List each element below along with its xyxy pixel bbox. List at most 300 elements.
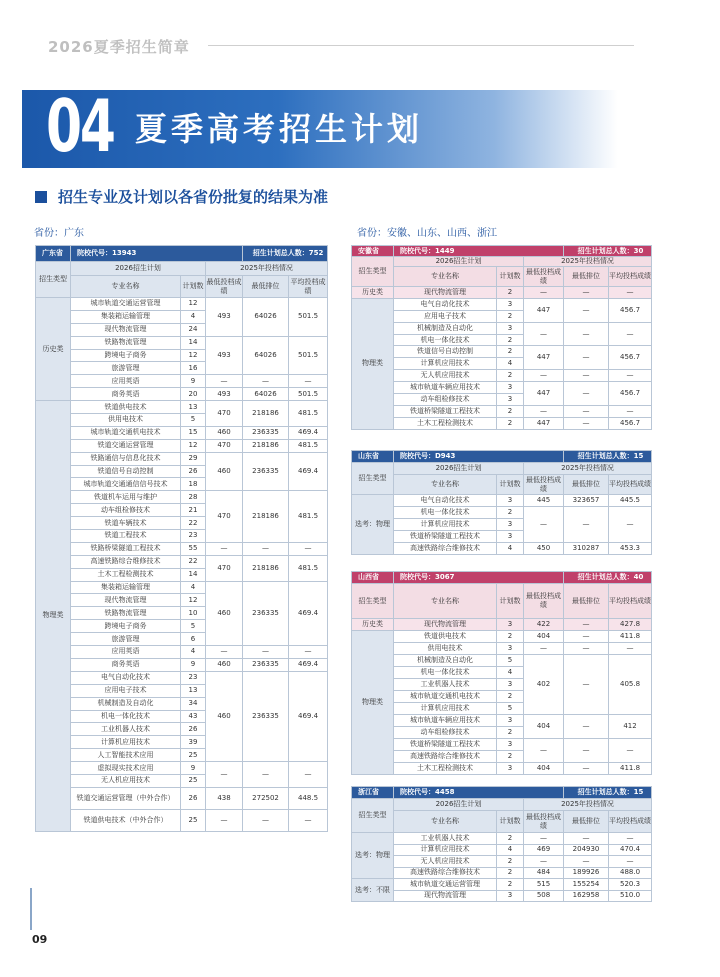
min-rank: —: [564, 382, 609, 406]
plan-count: 20: [181, 388, 206, 401]
min-rank: —: [564, 619, 609, 631]
avg-score: 453.3: [609, 543, 652, 555]
major-name: 城市轨道车辆应用技术: [394, 382, 497, 394]
table-row: [352, 833, 652, 845]
min-rank: 218186: [243, 491, 289, 543]
table-row: [352, 715, 652, 727]
plan-count: 3: [497, 643, 524, 655]
major-name: 应用电子技术: [71, 684, 181, 697]
min-rank: 218186: [243, 401, 289, 427]
major-name: 铁道机车运用与维护: [71, 491, 181, 504]
avg-score: 469.4: [289, 581, 328, 645]
min-score: 445: [524, 495, 564, 507]
plan-count: 55: [181, 542, 206, 555]
major-name: 高速铁路综合维修技术: [394, 543, 497, 555]
major-name: 应用电子技术: [394, 310, 497, 322]
plan-count: 2: [497, 334, 524, 346]
plan-count: 2: [497, 856, 524, 868]
major-name: 机电一体化技术: [394, 667, 497, 679]
table-row: [36, 658, 328, 671]
plan-count: 5: [181, 414, 206, 427]
min-rank: —: [564, 417, 609, 429]
plan-count: 2: [497, 631, 524, 643]
table-row: [352, 287, 652, 299]
min-score: 447: [524, 346, 564, 370]
table-row: [36, 762, 328, 775]
category-label: 历史类: [352, 619, 394, 631]
empty-value: —: [609, 643, 652, 655]
table-row: [352, 382, 652, 394]
plan-count: 10: [181, 607, 206, 620]
plan-count: 3: [497, 763, 524, 775]
plan-count: 18: [181, 478, 206, 491]
plan-count: 3: [497, 715, 524, 727]
category-label: 物理类: [352, 631, 394, 775]
major-name: 城市轨道车辆应用技术: [394, 715, 497, 727]
min-score: 460: [206, 452, 243, 491]
plan-count: 2: [497, 727, 524, 739]
min-rank: 236335: [243, 426, 289, 439]
min-rank: 218186: [243, 555, 289, 581]
major-name: 土木工程检测技术: [394, 417, 497, 429]
plan-count: 2: [497, 751, 524, 763]
table-row: [36, 298, 328, 311]
major-name: 跨境电子商务: [71, 349, 181, 362]
major-name: 铁道车辆技术: [71, 517, 181, 530]
plan-count: 9: [181, 375, 206, 388]
min-rank: 155254: [564, 879, 609, 891]
shanxi-table: 山西省 院校代号：3067 招生计划总人数：40 招生类型 专业名称 计划数 最低投档成绩 最低排位 平均投档成绩 历史类 现代物流管理 3 422 — 427.8 物理类 铁道供电技术 2 404 — 411.8 供用电技术 3 — — — 机械制造及自动化 5 402 — 405.8 机电一体化技术 4 工业机器人技术 3 城市轨道交通机电技术 2 计算机应用技术 5 城市轨道车辆应用技术 3 404 — 412 动车组检修技术 2 铁道桥梁隧道工程技术 3 — — — 高速铁路综合维修技术 2 土木工程检测技术 3 404 — 411.8: [351, 571, 652, 775]
major-name: 机械制造及自动化: [394, 322, 497, 334]
major-name: 无人机应用技术: [394, 370, 497, 382]
table-row: [352, 543, 652, 555]
note-text: 招生专业及计划以各省份批复的结果为准: [58, 188, 329, 206]
major-name: 铁路物流管理: [71, 607, 181, 620]
table-row: [36, 426, 328, 439]
plan-count: 5: [497, 703, 524, 715]
plan-count: 4: [497, 844, 524, 856]
plan-count: 2: [497, 310, 524, 322]
plan-count: 3: [497, 619, 524, 631]
plan-count: 3: [497, 739, 524, 751]
table-row: [36, 388, 328, 401]
min-score: 404: [524, 631, 564, 643]
empty-value: —: [564, 405, 609, 417]
major-name: 动车组检修技术: [394, 394, 497, 406]
category-label: 物理类: [352, 298, 394, 429]
major-name: 人工智能技术应用: [71, 749, 181, 762]
major-name: 供用电技术: [71, 414, 181, 427]
table-row: [352, 346, 652, 358]
plan-count: 24: [181, 323, 206, 336]
note-marker: [35, 191, 47, 203]
min-score: 493: [206, 298, 243, 337]
avg-score: 510.0: [609, 890, 652, 902]
min-score: 470: [206, 401, 243, 427]
major-name: 计算机应用技术: [394, 519, 497, 531]
table-row: [352, 507, 652, 519]
plan-count: 3: [497, 298, 524, 310]
major-name: 铁道供电技术（中外合作）: [71, 809, 181, 831]
min-rank: 204930: [564, 844, 609, 856]
avg-score: 448.5: [289, 787, 328, 809]
header-divider: [208, 45, 634, 46]
min-rank: 323657: [564, 495, 609, 507]
empty-value: —: [564, 507, 609, 543]
avg-score: —: [609, 833, 652, 845]
min-rank: 236335: [243, 452, 289, 491]
plan-count: 25: [181, 749, 206, 762]
plan-count: 25: [181, 774, 206, 787]
major-name: 铁道桥梁隧道工程技术: [394, 531, 497, 543]
footer-accent: [30, 888, 32, 930]
table-row: [352, 298, 652, 310]
major-name: 城市轨道交通运营管理: [71, 298, 181, 311]
table-row: [352, 844, 652, 856]
plan-count: 28: [181, 491, 206, 504]
major-name: 铁道桥梁隧道工程技术: [394, 405, 497, 417]
major-name: 铁路物流管理: [71, 336, 181, 349]
plan-count: 9: [181, 762, 206, 775]
major-name: 集装箱运输管理: [71, 310, 181, 323]
major-name: 机械制造及自动化: [394, 655, 497, 667]
plan-count: 22: [181, 555, 206, 568]
min-rank: —: [564, 833, 609, 845]
empty-value: —: [206, 809, 243, 831]
avg-score: 501.5: [289, 336, 328, 375]
major-name: 虚拟现实技术应用: [71, 762, 181, 775]
min-rank: 236335: [243, 658, 289, 671]
min-score: 460: [206, 658, 243, 671]
major-name: 城市轨道交通机电技术: [71, 426, 181, 439]
min-rank: —: [564, 715, 609, 739]
major-name: 电气自动化技术: [394, 495, 497, 507]
min-score: 402: [524, 655, 564, 715]
table-row: [352, 739, 652, 751]
plan-count: 25: [181, 809, 206, 831]
table-row: [36, 555, 328, 568]
table-row: [352, 417, 652, 429]
min-score: —: [524, 833, 564, 845]
major-name: 铁路通信与信息化技术: [71, 452, 181, 465]
empty-value: —: [609, 322, 652, 346]
table-row: [352, 322, 652, 334]
avg-score: 469.4: [289, 452, 328, 491]
major-name: 计算机应用技术: [394, 844, 497, 856]
major-name: 动车组检修技术: [394, 727, 497, 739]
min-score: 447: [524, 382, 564, 406]
table-row: [352, 655, 652, 667]
major-name: 城市轨道交通机电技术: [394, 691, 497, 703]
plan-count: 9: [181, 658, 206, 671]
empty-value: —: [564, 322, 609, 346]
empty-value: —: [289, 809, 328, 831]
min-score: 493: [206, 388, 243, 401]
major-name: 供用电技术: [394, 643, 497, 655]
min-score: 422: [524, 619, 564, 631]
category-label: 选考：物理: [352, 495, 394, 555]
table-row: [36, 809, 328, 831]
min-score: 493: [206, 336, 243, 375]
section-number: 04: [46, 84, 114, 168]
empty-value: —: [243, 762, 289, 788]
plan-count: 22: [181, 517, 206, 530]
empty-value: —: [289, 375, 328, 388]
avg-score: 469.4: [289, 671, 328, 761]
plan-count: 5: [497, 655, 524, 667]
empty-value: —: [243, 809, 289, 831]
major-name: 机电一体化技术: [394, 334, 497, 346]
empty-value: —: [206, 375, 243, 388]
avg-score: 411.8: [609, 763, 652, 775]
empty-value: —: [524, 643, 564, 655]
guangdong-table: 广东省 院校代号：13943 招生计划总人数：752 招生类型 2026招生计划 2025年投档情况 专业名称 计划数 最低投档成绩 最低排位 平均投档成绩 历史类 城市轨道交通运营管理 12 493 64026 501.5 集装箱运输管理 4 现代物流管理 24 铁路物流管理 14 493 64026 501.5 跨境电子商务 12 旅游管理 16 应用英语 9 — — — 商务英语 20 493 64026 501.5 物理类 铁道供电技术 13 470 218186 481.5 供用电技术 5 城市轨道交通机电技术 15 460 236335 469.4 铁道交通运营管理 12 470 218186 481.5 铁路通信与信息化技术 29 460 236335 469.4 铁道信号自动控制 26 城市轨道交通通信信号技术 18 铁道机车运用与维护 28 470 218186 481.5 动车组检修技术 21 铁道车辆技术 22 铁道工程技术 23 铁路桥梁隧道工程技术 55 — — — 高速铁路综合维修技术 22 470 218186 481.5 土木工程检测技术 14 集装箱运输管理 4 460 236335 469.4 现代物流管理 12 铁路物流管理 10 跨境电子商务 5 旅游管理 6 应用英语 4 — — — 商务英语 9 460 236335 469.4 电气自动化技术 23 460 236335 469.4 应用电子技术 13 机械制造及自动化 34 机电一体化技术 43 工业机器人技术 26 计算机应用技术 39 人工智能技术应用 25 虚拟现实技术应用 9 — — — 无人机应用技术 25 铁道交通运营管理（中外合作） 26 438 272502 448.5 铁道供电技术（中外合作） 25 — — —: [35, 245, 328, 832]
major-name: 铁道工程技术: [71, 530, 181, 543]
major-name: 铁道交通运营管理（中外合作）: [71, 787, 181, 809]
plan-count: 2: [497, 405, 524, 417]
major-name: 现代物流管理: [71, 594, 181, 607]
empty-value: —: [524, 287, 564, 299]
major-name: 应用英语: [71, 646, 181, 659]
province-label-left: 省份：广东: [34, 228, 84, 239]
major-name: 应用英语: [71, 375, 181, 388]
plan-count: 2: [497, 691, 524, 703]
plan-count: 3: [497, 394, 524, 406]
avg-score: 520.3: [609, 879, 652, 891]
plan-count: 43: [181, 710, 206, 723]
plan-count: 3: [497, 495, 524, 507]
major-name: 土木工程检测技术: [394, 763, 497, 775]
plan-count: 34: [181, 697, 206, 710]
min-score: 484: [524, 867, 564, 879]
major-name: 计算机应用技术: [394, 358, 497, 370]
plan-count: 26: [181, 465, 206, 478]
min-rank: —: [564, 346, 609, 370]
major-name: 现代物流管理: [394, 287, 497, 299]
major-name: 城市轨道交通运营管理: [394, 879, 497, 891]
empty-value: —: [524, 405, 564, 417]
plan-count: 2: [497, 370, 524, 382]
avg-score: 456.7: [609, 382, 652, 406]
avg-score: 456.7: [609, 298, 652, 322]
plan-count: 4: [181, 646, 206, 659]
empty-value: —: [524, 370, 564, 382]
zhejiang-table: 浙江省 院校代号：4458 招生计划总人数：15 招生类型 2026招生计划 2025年投档情况 专业名称 计划数 最低投档成绩 最低排位 平均投档成绩 选考：物理 工业机器人技术 2 — — — 计算机应用技术 4 469 204930 470.4 无人机应用技术 2 — — — 高速铁路综合维修技术 2 484 189926 488.0 选考：不限 城市轨道交通运营管理 2 515 155254 520.3 现代物流管理 3 508 162958 510.0: [351, 786, 652, 902]
major-name: 现代物流管理: [394, 890, 497, 902]
major-name: 跨境电子商务: [71, 620, 181, 633]
table-row: [36, 491, 328, 504]
category-label: 物理类: [36, 401, 71, 832]
min-score: 404: [524, 763, 564, 775]
min-score: 470: [206, 439, 243, 452]
empty-value: —: [609, 739, 652, 763]
plan-count: 2: [497, 879, 524, 891]
min-rank: 162958: [564, 890, 609, 902]
avg-score: 445.5: [609, 495, 652, 507]
avg-score: 411.8: [609, 631, 652, 643]
empty-value: —: [206, 542, 243, 555]
min-score: 470: [206, 555, 243, 581]
plan-count: 12: [181, 298, 206, 311]
brochure-title: 2026夏季招生简章: [48, 38, 190, 56]
empty-value: —: [564, 739, 609, 763]
major-name: 商务英语: [71, 658, 181, 671]
empty-value: —: [524, 739, 564, 763]
plan-count: 3: [497, 519, 524, 531]
major-name: 铁道供电技术: [394, 631, 497, 643]
plan-count: 3: [497, 890, 524, 902]
plan-count: 4: [497, 543, 524, 555]
avg-score: 470.4: [609, 844, 652, 856]
plan-count: 13: [181, 684, 206, 697]
min-rank: 236335: [243, 671, 289, 761]
min-rank: 310287: [564, 543, 609, 555]
table-row: [36, 646, 328, 659]
table-row: [352, 619, 652, 631]
table-row: [36, 401, 328, 414]
plan-count: 14: [181, 336, 206, 349]
avg-score: 501.5: [289, 388, 328, 401]
empty-value: —: [243, 542, 289, 555]
major-name: 机电一体化技术: [71, 710, 181, 723]
min-rank: 189926: [564, 867, 609, 879]
empty-value: —: [564, 370, 609, 382]
avg-score: 456.7: [609, 346, 652, 370]
table-row: [36, 671, 328, 684]
empty-value: —: [564, 643, 609, 655]
plan-count: 4: [497, 667, 524, 679]
empty-value: —: [609, 287, 652, 299]
major-name: 机械制造及自动化: [71, 697, 181, 710]
min-rank: 64026: [243, 388, 289, 401]
avg-score: 469.4: [289, 658, 328, 671]
table-row: [352, 631, 652, 643]
table-row: [352, 890, 652, 902]
avg-score: 469.4: [289, 426, 328, 439]
major-name: 铁道供电技术: [71, 401, 181, 414]
page-number: 09: [32, 933, 48, 946]
plan-count: 5: [181, 620, 206, 633]
table-row: [36, 452, 328, 465]
table-row: [36, 375, 328, 388]
major-name: 现代物流管理: [394, 619, 497, 631]
min-rank: 218186: [243, 439, 289, 452]
min-rank: —: [564, 856, 609, 868]
major-name: 无人机应用技术: [394, 856, 497, 868]
major-name: 工业机器人技术: [71, 723, 181, 736]
min-score: 470: [206, 491, 243, 543]
empty-value: —: [206, 762, 243, 788]
major-name: 工业机器人技术: [394, 833, 497, 845]
table-row: [352, 643, 652, 655]
empty-value: —: [289, 762, 328, 788]
plan-count: 2: [497, 833, 524, 845]
major-name: 高速铁路综合维修技术: [71, 555, 181, 568]
min-score: 404: [524, 715, 564, 739]
min-score: 460: [206, 671, 243, 761]
plan-count: 39: [181, 736, 206, 749]
major-name: 现代物流管理: [71, 323, 181, 336]
empty-value: —: [206, 646, 243, 659]
major-name: 计算机应用技术: [394, 703, 497, 715]
plan-count: 12: [181, 349, 206, 362]
empty-value: —: [609, 507, 652, 543]
table-row: [352, 856, 652, 868]
plan-count: 3: [497, 382, 524, 394]
plan-count: 12: [181, 594, 206, 607]
avg-score: 481.5: [289, 491, 328, 543]
table-row: [352, 879, 652, 891]
major-name: 高速铁路综合维修技术: [394, 867, 497, 879]
category-label: 选考：不限: [352, 879, 394, 902]
min-rank: 64026: [243, 336, 289, 375]
min-rank: 64026: [243, 298, 289, 337]
empty-value: —: [289, 542, 328, 555]
plan-count: 4: [497, 358, 524, 370]
major-name: 工业机器人技术: [394, 679, 497, 691]
empty-value: —: [609, 405, 652, 417]
empty-value: —: [609, 370, 652, 382]
plan-count: 3: [497, 679, 524, 691]
empty-value: —: [524, 322, 564, 346]
min-score: 447: [524, 298, 564, 322]
major-name: 铁路桥梁隧道工程技术: [71, 542, 181, 555]
min-score: 515: [524, 879, 564, 891]
min-rank: —: [564, 298, 609, 322]
plan-count: 3: [497, 531, 524, 543]
min-score: 469: [524, 844, 564, 856]
min-score: 460: [206, 581, 243, 645]
major-name: 机电一体化技术: [394, 507, 497, 519]
table-row: [36, 787, 328, 809]
min-score: 447: [524, 417, 564, 429]
min-score: 460: [206, 426, 243, 439]
table-row: [352, 495, 652, 507]
plan-count: 13: [181, 401, 206, 414]
major-name: 铁道信号自动控制: [71, 465, 181, 478]
avg-score: 481.5: [289, 439, 328, 452]
table-row: [352, 867, 652, 879]
min-rank: 236335: [243, 581, 289, 645]
table-row: [36, 581, 328, 594]
table-row: [36, 336, 328, 349]
min-rank: —: [564, 763, 609, 775]
plan-count: 23: [181, 671, 206, 684]
empty-value: —: [289, 646, 328, 659]
section-title: 夏季高考招生计划: [135, 110, 424, 148]
major-name: 电气自动化技术: [394, 298, 497, 310]
min-score: —: [524, 856, 564, 868]
plan-count: 16: [181, 362, 206, 375]
plan-count: 4: [181, 310, 206, 323]
min-rank: 272502: [243, 787, 289, 809]
plan-count: 15: [181, 426, 206, 439]
min-rank: —: [564, 631, 609, 643]
plan-count: 29: [181, 452, 206, 465]
plan-count: 3: [497, 322, 524, 334]
avg-score: 427.8: [609, 619, 652, 631]
min-score: 450: [524, 543, 564, 555]
major-name: 商务英语: [71, 388, 181, 401]
plan-count: 12: [181, 439, 206, 452]
plan-count: 14: [181, 568, 206, 581]
min-score: 438: [206, 787, 243, 809]
avg-score: 405.8: [609, 655, 652, 715]
shandong-table: 山东省 院校代号：D943 招生计划总人数：15 招生类型 2026招生计划 2025年投档情况 专业名称 计划数 最低投档成绩 最低排位 平均投档成绩 选考：物理 电气自动化技术 3 445 323657 445.5 机电一体化技术 2 — — — 计算机应用技术 3 铁道桥梁隧道工程技术 3 高速铁路综合维修技术 4 450 310287 453.3: [351, 450, 652, 555]
major-name: 电气自动化技术: [71, 671, 181, 684]
major-name: 铁道交通运营管理: [71, 439, 181, 452]
major-name: 旅游管理: [71, 633, 181, 646]
